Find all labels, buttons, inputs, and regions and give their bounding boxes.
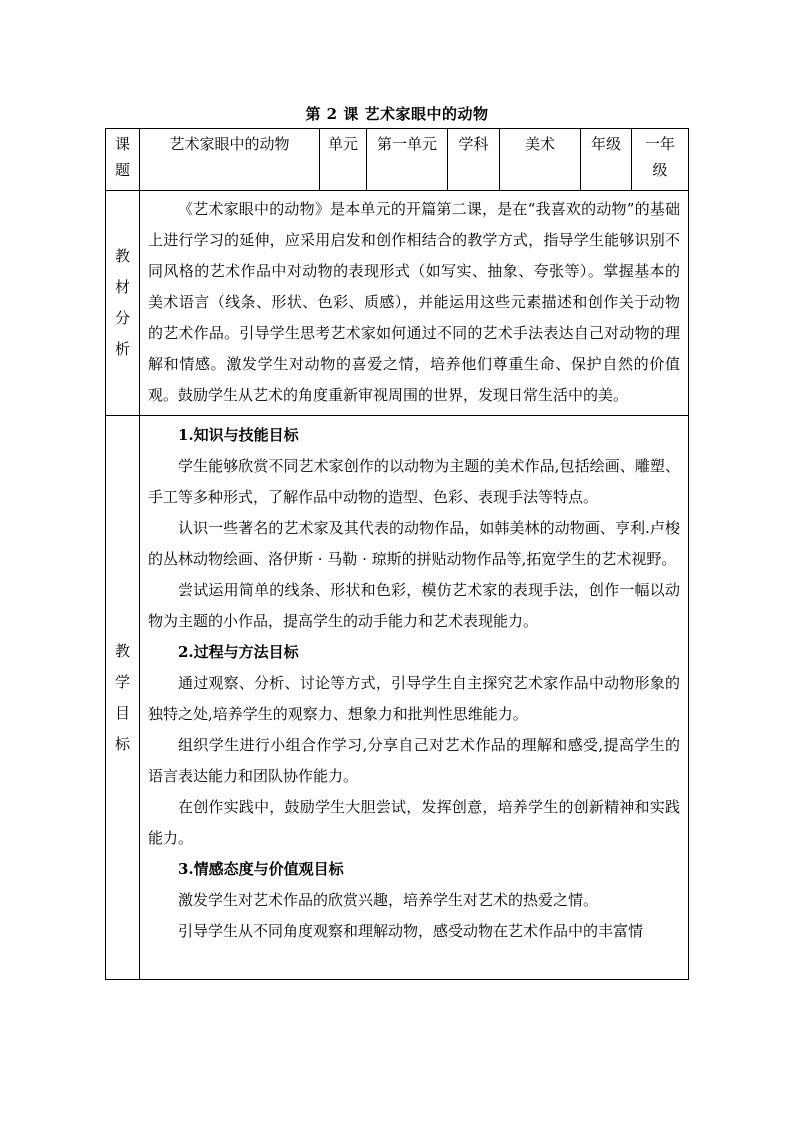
process-paragraph-1: 通过观察、分析、讨论等方式，引导学生自主探究艺术家作品中动物形象的独特之处,培养学生的观察力、想象力和批判性思维能力。 — [148, 674, 680, 723]
grade-label: 年级 — [581, 129, 632, 191]
topic-value: 艺术家眼中的动物 — [140, 129, 320, 191]
grade-value: 一年级 — [644, 135, 675, 179]
analysis-label-cell — [106, 191, 140, 416]
subject-label: 学科 — [448, 129, 500, 191]
goals-label: 教学目标 — [114, 641, 130, 753]
document-title: 第 2 课 艺术家眼中的动物 — [305, 105, 489, 123]
analysis-row — [106, 191, 689, 416]
header-row — [106, 129, 689, 191]
emotion-values-heading: 3.情感态度与价值观目标 — [178, 860, 344, 878]
emotion-paragraph-2: 引导学生从不同角度观察和理解动物，感受动物在艺术作品中的丰富情 — [178, 922, 644, 940]
lesson-plan-table — [105, 128, 689, 980]
knowledge-paragraph-3: 尝试运用简单的线条、形状和色彩，模仿艺术家的表现手法，创作一幅以动物为主题的小作品，提高学生的动手能力和艺术表现能力。 — [148, 581, 680, 630]
knowledge-paragraph-1: 学生能够欣赏不同艺术家创作的以动物为主题的美术作品,包括绘画、雕塑、手工等多种形式，了解作品中动物的造型、色彩、表现手法等特点。 — [148, 457, 680, 506]
process-paragraph-3: 在创作实践中，鼓励学生大胆尝试，发挥创意，培养学生的创新精神和实践能力。 — [148, 798, 680, 847]
goals-row — [106, 416, 689, 980]
knowledge-skills-heading: 1.知识与技能目标 — [178, 426, 299, 444]
topic-label-cell — [106, 129, 140, 191]
knowledge-paragraph-2: 认识一些著名的艺术家及其代表的动物作品，如韩美林的动物画、亨利.卢梭的丛林动物绘画、洛伊斯 · 马勒 · 琼斯的拼贴动物作品等,拓宽学生的艺术视野。 — [148, 519, 680, 568]
subject-value: 美术 — [500, 129, 581, 191]
process-method-heading: 2.过程与方法目标 — [178, 643, 299, 661]
analysis-text: 《艺术家眼中的动物》是本单元的开篇第二课，是在“我喜欢的动物”的基础上进行学习的延伸，应采用启发和创作相结合的教学方式，指导学生能够识别不同风格的艺术作品中对动物的表现形式（如写实、抽象、夸张等）。掌握基本的美术语言（线条、形状、色彩、质感），并能运用这些元素描述和创作关于动物的艺术作品。引导学生思考艺术家如何通过不同的艺术手法表达自己对动物的理解和情感。激发学生对动物的喜爱之情，培养他们尊重生命、保护自然的价值观。鼓励学生从艺术的角度重新审视周围的世界，发现日常生活中的美。 — [148, 200, 680, 404]
analysis-content — [140, 191, 689, 416]
grade-value-cell — [632, 129, 689, 191]
goals-label-cell — [106, 416, 140, 980]
topic-label: 课题 — [114, 135, 130, 179]
analysis-label: 教材分析 — [114, 247, 130, 358]
emotion-paragraph-1: 激发学生对艺术作品的欣赏兴趣，培养学生对艺术的热爱之情。 — [178, 891, 599, 909]
process-paragraph-2: 组织学生进行小组合作学习,分享自己对艺术作品的理解和感受,提高学生的语言表达能力和团队协作能力。 — [148, 736, 680, 785]
unit-value: 第一单元 — [367, 129, 448, 191]
goals-content — [140, 416, 689, 980]
unit-label: 单元 — [320, 129, 367, 191]
